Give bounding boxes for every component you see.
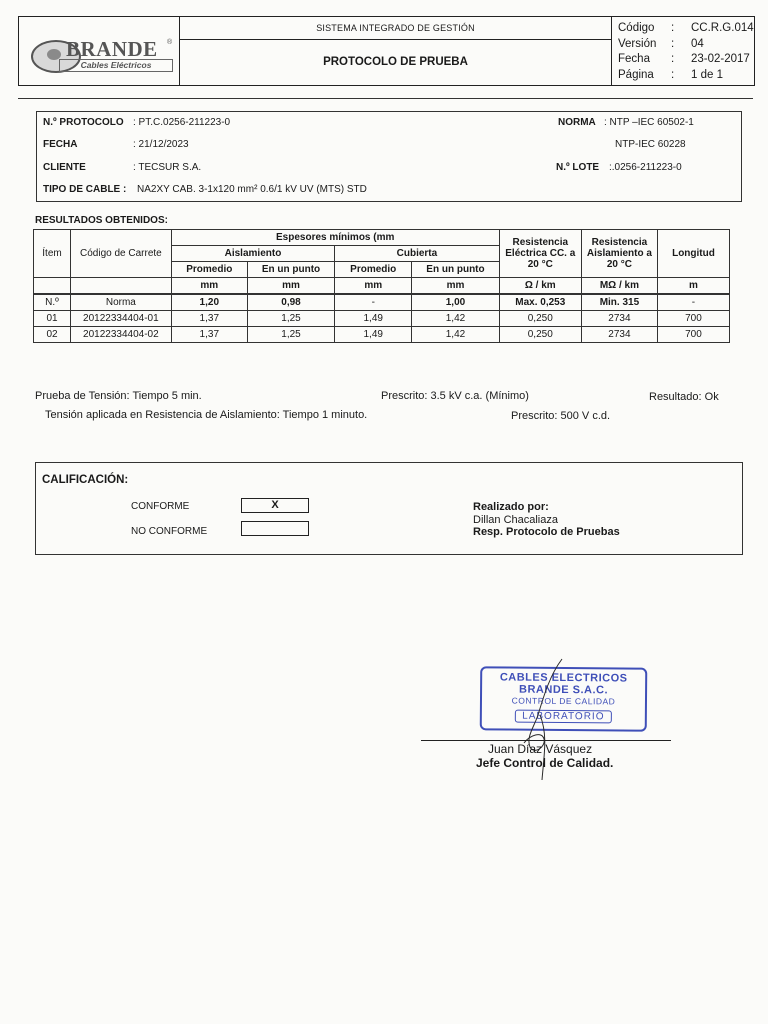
meta-codigo: Código : CC.R.G.014 <box>618 22 754 34</box>
table-cell: 0,98 <box>247 294 334 311</box>
table-cell: 1,25 <box>247 311 334 327</box>
document-meta <box>612 21 754 83</box>
no-conforme-checkbox[interactable] <box>241 521 309 536</box>
no-conforme-label: NO CONFORME <box>131 526 208 537</box>
meta-pagina: Página : 1 de 1 <box>618 68 723 81</box>
table-cell: 1,00 <box>412 294 499 311</box>
table-cell: 20122334404-01 <box>71 311 172 327</box>
tipo-cable-value: NA2XY CAB. 3-1x120 mm² 0.6/1 kV UV (MTS) STD <box>137 184 367 195</box>
document-title: PROTOCOLO DE PRUEBA <box>323 56 468 68</box>
table-cell: Norma <box>71 294 172 311</box>
table-cell: 1,25 <box>247 327 334 343</box>
table-cell: 01 <box>34 311 71 327</box>
qualification-title: CALIFICACIÓN: <box>42 474 129 486</box>
stamp-line-3: CONTROL DE CALIDAD <box>511 695 616 707</box>
brand-subtitle: Cables Eléctricos <box>59 59 173 72</box>
fecha-value: : 21/12/2023 <box>133 139 189 150</box>
table-cell: 0,250 <box>499 327 581 343</box>
document-header <box>18 16 755 86</box>
meta-version: Versión : 04 <box>618 37 704 50</box>
signature-line <box>421 740 671 741</box>
fecha-label: FECHA <box>43 139 78 150</box>
brand-logo <box>19 17 180 85</box>
unit-cell: mm <box>412 278 499 295</box>
tension-test-result: Resultado: Ok <box>649 391 719 403</box>
tension-test-prescribed: Prescrito: 3.5 kV c.a. (Mínimo) <box>381 390 529 402</box>
table-cell: 2734 <box>581 327 657 343</box>
table-cell: N.º <box>34 294 71 311</box>
header-res-electrica: Resistencia Eléctrica CC. a 20 °C <box>499 230 581 278</box>
lote-value: :.0256-211223-0 <box>609 162 682 173</box>
insulation-test-prescribed: Prescrito: 500 V c.d. <box>511 410 611 422</box>
header-promedio: Promedio <box>171 262 247 278</box>
unit-cell: Ω / km <box>499 278 581 295</box>
conforme-checkbox[interactable]: X <box>241 498 309 513</box>
meta-fecha: Fecha : 23-02-2017 <box>618 53 750 65</box>
unit-cell: mm <box>335 278 412 295</box>
header-en-un-punto: En un punto <box>412 262 499 278</box>
realizado-role: Resp. Protocolo de Pruebas <box>473 526 620 538</box>
norma-value-2: NTP-IEC 60228 <box>615 139 686 150</box>
signer-name: Juan Díaz Vásquez <box>488 742 593 756</box>
realizado-name: Dillan Chacaliaza <box>473 514 558 526</box>
table-cell: 1,37 <box>171 327 247 343</box>
table-cell: 700 <box>657 327 729 343</box>
header-item: Ítem <box>34 230 71 278</box>
results-table <box>33 229 730 343</box>
unit-cell: mm <box>171 278 247 295</box>
table-cell: 02 <box>34 327 71 343</box>
table-cell: 1,20 <box>171 294 247 311</box>
cliente-value: : TECSUR S.A. <box>133 162 202 173</box>
header-center <box>180 17 612 85</box>
unit-cell: MΩ / km <box>581 278 657 295</box>
table-cell: 1,49 <box>335 327 412 343</box>
table-cell: Max. 0,253 <box>499 294 581 311</box>
signer-role: Jefe Control de Calidad. <box>476 756 614 770</box>
unit-cell: mm <box>247 278 334 295</box>
header-en-un-punto: En un punto <box>247 262 334 278</box>
conforme-label: CONFORME <box>131 501 190 512</box>
table-cell: Min. 315 <box>581 294 657 311</box>
header-codigo: Código de Carrete <box>71 230 172 278</box>
unit-cell: m <box>657 278 729 295</box>
registered-mark: ® <box>167 39 173 46</box>
insulation-test-label: Tensión aplicada en Resistencia de Aislamiento: Tiempo 1 minuto. <box>45 409 368 421</box>
table-cell: 1,42 <box>412 327 499 343</box>
header-divider <box>18 98 753 99</box>
table-cell: 20122334404-02 <box>71 327 172 343</box>
brand-name: BRANDE <box>66 37 158 61</box>
table-cell: 1,42 <box>412 311 499 327</box>
header-aislamiento: Aislamiento <box>171 246 334 262</box>
table-cell: - <box>657 294 729 311</box>
table-row <box>34 311 730 327</box>
protocolo-value: : PT.C.0256-211223-0 <box>133 117 231 128</box>
protocolo-label: N.º PROTOCOLO <box>43 117 124 128</box>
header-promedio: Promedio <box>335 262 412 278</box>
stamp-line-4: LABORATORIO <box>515 710 611 724</box>
protocol-info <box>36 111 742 202</box>
header-longitud: Longitud <box>657 230 729 278</box>
header-espesores: Espesores mínimos (mm <box>171 230 499 246</box>
system-name: SISTEMA INTEGRADO DE GESTIÓN <box>180 17 611 40</box>
results-title: RESULTADOS OBTENIDOS: <box>35 215 168 226</box>
header-cubierta: Cubierta <box>335 246 499 262</box>
tipo-cable-label: TIPO DE CABLE : <box>43 184 127 195</box>
table-units-row <box>34 278 730 295</box>
realizado-label: Realizado por: <box>473 501 549 513</box>
table-cell: 2734 <box>581 311 657 327</box>
table-cell: 0,250 <box>499 311 581 327</box>
stamp-line-1: CABLES ELECTRICOS <box>499 671 628 685</box>
table-row <box>34 327 730 343</box>
lote-label: N.º LOTE <box>556 162 600 173</box>
table-cell: 700 <box>657 311 729 327</box>
norma-label: NORMA <box>558 117 596 128</box>
header-res-aislamiento: Resistencia Aislamiento a 20 °C <box>581 230 657 278</box>
table-cell: 1,49 <box>335 311 412 327</box>
stamp-line-2: BRANDE S.A.C. <box>519 683 609 697</box>
table-row-norma <box>34 294 730 311</box>
tension-test-label: Prueba de Tensión: Tiempo 5 min. <box>35 390 202 402</box>
cliente-label: CLIENTE <box>43 162 86 173</box>
qualification-box <box>35 462 743 555</box>
norma-value: : NTP –IEC 60502-1 <box>604 117 694 128</box>
table-header-row <box>34 230 730 246</box>
table-cell: 1,37 <box>171 311 247 327</box>
table-cell: - <box>335 294 412 311</box>
